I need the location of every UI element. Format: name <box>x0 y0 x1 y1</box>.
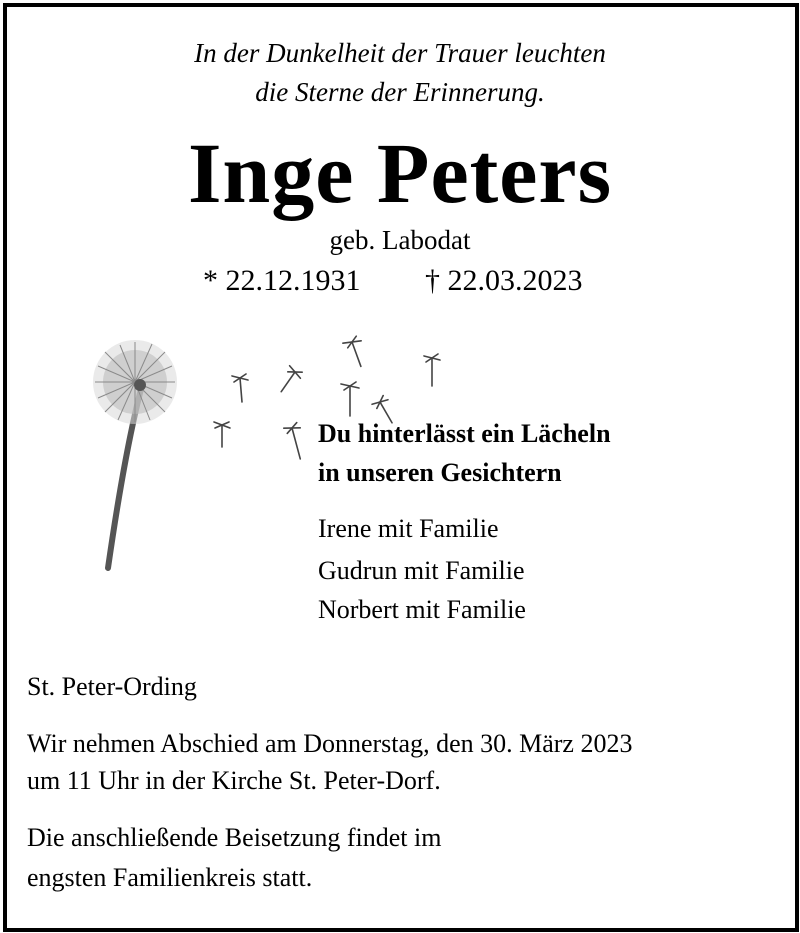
burial-line-1: Die anschließende Beisetzung findet im <box>27 823 442 852</box>
birth-date: * 22.12.1931 <box>203 264 361 297</box>
quote-line-1: Du hinterlässt ein Lächeln <box>318 419 611 448</box>
motto-line-1: In der Dunkelheit der Trauer leuchten <box>194 38 606 68</box>
mourner-2: Gudrun mit Familie <box>318 556 525 585</box>
quote-line-2: in unseren Gesichtern <box>318 458 562 487</box>
farewell-line-1: Wir nehmen Abschied am Donnerstag, den 30. März 2023 <box>27 729 633 758</box>
birth-name: geb. Labodat <box>329 225 471 255</box>
motto-line-2: die Sterne der Erinnerung. <box>255 77 545 107</box>
mourner-1: Irene mit Familie <box>318 514 499 543</box>
death-date: † 22.03.2023 <box>425 264 583 297</box>
place-name: St. Peter-Ording <box>27 672 197 701</box>
mourner-3: Norbert mit Familie <box>318 595 526 624</box>
deceased-name: Inge Peters <box>187 125 613 221</box>
burial-line-2: engsten Familienkreis statt. <box>27 863 313 892</box>
farewell-line-2: um 11 Uhr in der Kirche St. Peter-Dorf. <box>27 766 441 795</box>
